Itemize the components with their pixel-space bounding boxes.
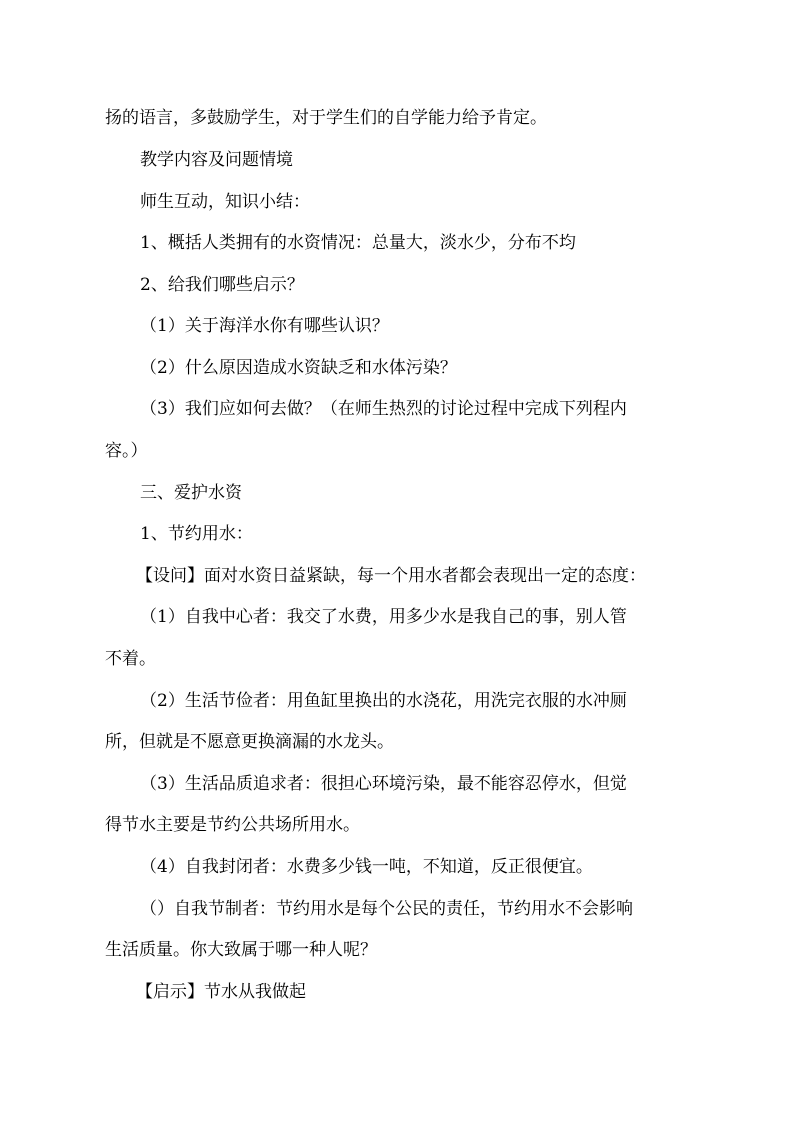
paragraph-line: 师生互动，知识小结： xyxy=(140,192,310,212)
sub-list-item: （1）关于海洋水你有哪些认识？ xyxy=(140,316,389,336)
section-heading: 教学内容及问题情境 xyxy=(140,150,293,170)
paragraph-line: 得节水主要是节约公共场所用水。 xyxy=(105,815,360,835)
section-heading: 三、爱护水资 xyxy=(140,483,242,503)
summary-line: 【启示】节水从我做起 xyxy=(136,982,306,1002)
question-line: 【设问】面对水资日益紧缺，每一个用水者都会表现出一定的态度： xyxy=(136,566,646,586)
sub-list-item: （3）生活品质追求者：很担心环境污染，最不能容忍停水，但觉 xyxy=(140,774,627,794)
paragraph-line: 所，但就是不愿意更换滴漏的水龙头。 xyxy=(105,732,394,752)
list-item: 2、给我们哪些启示？ xyxy=(140,275,304,295)
sub-list-item: （2）什么原因造成水资缺乏和水体污染？ xyxy=(140,358,457,378)
paragraph-line: 扬的语言，多鼓励学生，对于学生们的自学能力给予肯定。 xyxy=(105,108,547,128)
sub-list-item: （2）生活节俭者：用鱼缸里换出的水浇花，用洗完衣服的水冲厕 xyxy=(140,691,627,711)
paragraph-line: 不着。 xyxy=(105,649,156,669)
sub-list-item: （1）自我中心者：我交了水费，用多少水是我自己的事，别人管 xyxy=(140,607,627,627)
sub-list-item: （）自我节制者：节约用水是每个公民的责任，节约用水不会影响 xyxy=(140,899,633,919)
sub-list-item: （3）我们应如何去做？（在师生热烈的讨论过程中完成下列程内 xyxy=(140,399,627,419)
sub-list-item: （4）自我封闭者：水费多少钱一吨，不知道，反正很便宜。 xyxy=(140,857,593,877)
list-item: 1、节约用水： xyxy=(140,524,253,544)
list-item: 1、概括人类拥有的水资情况：总量大，淡水少，分布不均 xyxy=(140,233,576,253)
paragraph-line: 生活质量。你大致属于哪一种人呢？ xyxy=(105,940,377,960)
paragraph-line: 容。） xyxy=(105,441,148,461)
